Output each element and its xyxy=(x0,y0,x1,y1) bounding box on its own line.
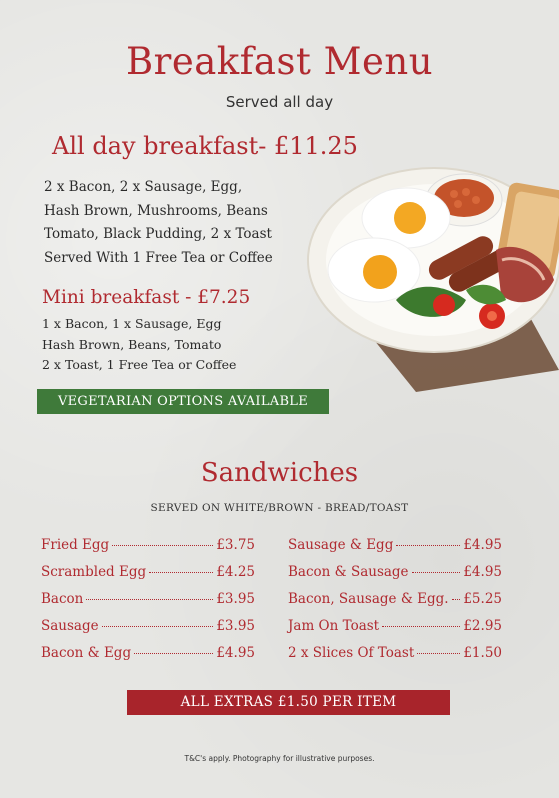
menu-row-fried-egg xyxy=(41,537,255,553)
item-name: Scrambled Egg xyxy=(41,564,147,580)
leader-dots xyxy=(112,545,213,546)
footer-disclaimer: T&C's apply. Photography for illustrative purposes. xyxy=(184,754,375,763)
all-day-breakfast-items xyxy=(44,176,273,270)
item-price: £3.75 xyxy=(216,537,255,553)
item-price: £2.95 xyxy=(463,618,502,634)
leader-dots xyxy=(396,545,460,546)
mini-item: 2 x Toast, 1 Free Tea or Coffee xyxy=(42,357,237,372)
leader-dots xyxy=(86,599,213,600)
item-price: £5.25 xyxy=(463,591,502,607)
leader-dots xyxy=(412,572,461,573)
item-price: £3.95 xyxy=(216,618,255,634)
menu-row-sausage xyxy=(41,618,255,634)
mini-breakfast-items xyxy=(42,314,236,376)
menu-row-slices-of-toast xyxy=(288,645,502,661)
item-name: Sausage & Egg xyxy=(288,537,394,553)
leader-dots xyxy=(382,626,460,627)
menu-row-scrambled-egg xyxy=(41,564,255,580)
item-name: Bacon & Egg xyxy=(41,645,132,661)
sandwiches-title: Sandwiches xyxy=(200,458,359,488)
menu-row-bacon xyxy=(41,591,255,607)
item-price: £4.95 xyxy=(463,537,502,553)
menu-row-sausage-and-egg xyxy=(288,537,502,553)
menu-row-bacon-and-sausage xyxy=(288,564,502,580)
mini-item: Hash Brown, Beans, Tomato xyxy=(42,336,222,352)
leader-dots xyxy=(452,599,461,600)
item-price: £4.95 xyxy=(463,564,502,580)
menu-row-jam-on-toast xyxy=(288,618,502,634)
item-name: Jam On Toast xyxy=(288,618,380,634)
item-price: £1.50 xyxy=(463,645,502,661)
leader-dots xyxy=(149,572,213,573)
item-name: Bacon, Sausage & Egg. xyxy=(288,591,449,607)
menu-row-bacon-sausage-egg xyxy=(288,591,502,607)
extras-banner: ALL EXTRAS £1.50 PER ITEM xyxy=(127,690,450,715)
all-day-item: 2 x Bacon, 2 x Sausage, Egg, xyxy=(44,179,243,195)
menu-title: Breakfast Menu xyxy=(125,40,434,83)
item-price: £4.95 xyxy=(216,645,255,661)
item-name: 2 x Slices Of Toast xyxy=(288,645,415,661)
menu-subtitle: Served all day xyxy=(225,93,334,111)
item-name: Bacon & Sausage xyxy=(288,564,409,580)
leader-dots xyxy=(134,653,213,654)
all-day-item: Served With 1 Free Tea or Coffee xyxy=(44,249,273,266)
item-price: £4.25 xyxy=(216,564,255,580)
all-day-breakfast-title: All day breakfast- £11.25 xyxy=(52,132,358,160)
item-price: £3.95 xyxy=(216,591,255,607)
mini-breakfast-title: Mini breakfast - £7.25 xyxy=(42,287,251,308)
all-day-item: Hash Brown, Mushrooms, Beans xyxy=(44,202,268,219)
item-name: Sausage xyxy=(41,618,99,634)
breakfast-plate-image xyxy=(306,160,559,392)
item-name: Bacon xyxy=(41,591,84,607)
mini-item: 1 x Bacon, 1 x Sausage, Egg xyxy=(42,316,222,331)
sandwiches-subtitle: SERVED ON WHITE/BROWN - BREAD/TOAST xyxy=(150,502,409,514)
all-day-item: Tomato, Black Pudding, 2 x Toast xyxy=(44,226,272,242)
leader-dots xyxy=(102,626,214,627)
item-name: Fried Egg xyxy=(41,537,110,553)
vegetarian-banner: VEGETARIAN OPTIONS AVAILABLE xyxy=(37,389,329,414)
menu-row-bacon-and-egg xyxy=(41,645,255,661)
leader-dots xyxy=(417,653,460,654)
